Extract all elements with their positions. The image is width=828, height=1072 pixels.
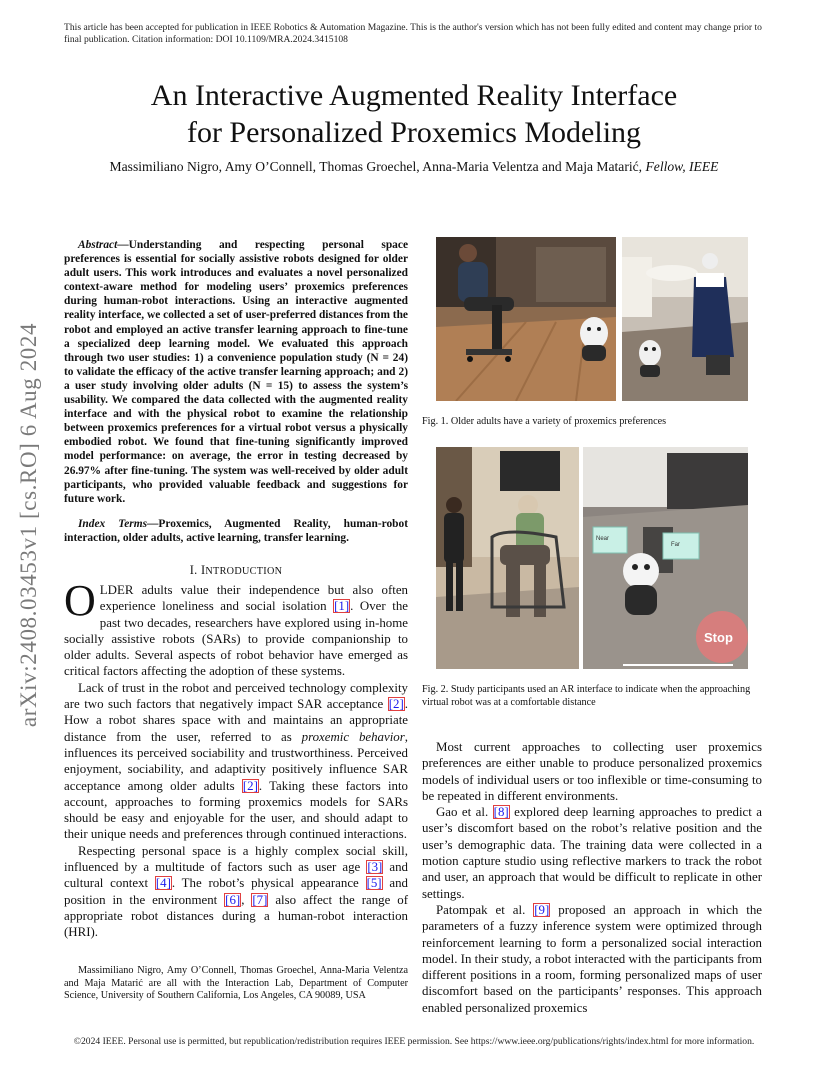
citation-link[interactable]: [7]	[252, 892, 268, 907]
abstract	[64, 238, 408, 506]
citation-link[interactable]: [6]	[225, 892, 241, 907]
introduction-body	[64, 576, 409, 941]
text-span: and position in the environment	[64, 876, 408, 907]
stop-button[interactable]: Stop	[704, 630, 733, 645]
text-span: also affect the range of appropriate robot distances during a human-robot interaction (HRI).	[64, 892, 408, 940]
right-column-body	[422, 739, 762, 1016]
citation-link[interactable]: [1]	[334, 599, 350, 614]
intro-paragraph-3	[64, 843, 408, 941]
right-paragraph-1: Most current approaches to collecting user proxemics preferences are either unable to produce personalized proxemics models of individual users or too inflexible or time-consuming to be repeated in different environments.	[422, 740, 762, 803]
section-number: I.	[189, 563, 198, 577]
index-terms	[64, 517, 408, 545]
citation-link[interactable]: [9]	[534, 902, 550, 917]
paper-title-line-1: An Interactive Augmented Reality Interface	[150, 79, 678, 112]
arxiv-stamp-text: arXiv:2408.03453v1 [cs.RO] 6 Aug 2024	[16, 322, 41, 728]
text-span: Gao et al.	[436, 805, 493, 820]
index-terms-lead: Index Terms	[78, 518, 148, 530]
publication-notice: This article has been accepted for publication in IEEE Robotics & Automation Magazine. This is the author's version which has not been fully edited and content may change prior to final publication. Citation information: DOI 10.1109/MRA.2024.3415108	[64, 22, 762, 45]
text-span: LDER adults value their independence but also often experience loneliness and social isolation	[99, 583, 408, 614]
figure-1-photo-right	[622, 237, 748, 401]
text-span: , influences its perceived sociability and trustworthiness. Perceived enjoyment, sociability, and adaptivity positively influence SAR acceptance among older adults	[64, 729, 409, 793]
right-paragraph-2	[422, 804, 762, 902]
citation-link[interactable]: [8]	[493, 805, 509, 820]
text-span: and cultural context	[64, 860, 408, 891]
copyright-footer: ©2024 IEEE. Personal use is permitted, but republication/redistribution requires IEEE permission. See https://www.ieee.org/publications/rights/index.html for more information.	[73, 1036, 755, 1047]
emphasis-text: proxemic behavior	[301, 729, 405, 744]
intro-paragraph-2	[64, 680, 408, 843]
author-affiliation-footnote: Massimiliano Nigro, Amy O’Connell, Thomas Groechel, Anna-Maria Velentza and Maja Matarić are all with the Interaction Lab, Department of Computer Science, University of Southern California, Los Angeles, CA 90089, USA	[64, 965, 408, 1002]
text-span: . How a robot shares space with and maintains an appropriate distance from the user, referred to as	[64, 697, 408, 744]
right-paragraph-3	[422, 902, 762, 1016]
citation-link[interactable]: [3]	[367, 860, 383, 875]
figure-1-photo-left-illustration	[436, 237, 616, 401]
section-initial: I	[200, 563, 206, 577]
arxiv-stamp	[14, 290, 44, 760]
ar-label-far: Far	[671, 542, 680, 548]
text-span: ,	[241, 892, 252, 907]
citation-link[interactable]: [2]	[388, 697, 404, 712]
text-span: . The robot’s physical appearance	[171, 876, 366, 891]
text-span: proposed an approach in which the parameters of a fuzzy inference system were optimized through reinforcement learning to form a personalized social interaction model. In their study, a robot interacted with the participants from different positions in a room, forming personalized maps of user discomfort based on the participants’ responses. This approach enabled personalized proxemics	[422, 902, 762, 1015]
figure-2-caption: Fig. 2. Study participants used an AR interface to indicate when the approaching virtual robot was at a comfortable distance	[422, 684, 751, 708]
section-heading	[64, 563, 408, 578]
section-name-rest: NTRODUCTION	[205, 566, 283, 577]
abstract-text: —Understanding and respecting personal space preferences is essential for socially assistive robots designed for older adult users. This work introduces and evaluates a novel personalized context-aware method for modeling users’ proxemics preferences during human-robot interactions. Using an interactive augmented reality interface, we collected a set of user-preferred distances from the robot and employed an active transfer learning approach to fine-tune a specialized deep learning model. We evaluated this approach through two user studies: 1) a convenience population study (N = 24) to validate the efficacy of the active transfer learning approach; and 2) a user study involving older adults (N = 15) to assess the system’s usability. We compared the data collected with the augmented reality interface and with the physical robot to examine the relationship between proxemics preferences for a virtual robot versus a physically embodied robot. We found that fine-tuning significantly improved model performance: on average, the error in testing decreased by 26.97% after fine-tuning. The system was well-received by older adult participants, who provided valuable feedback and suggestions for future work.	[64, 239, 408, 505]
figure-1-photo-right-illustration	[622, 237, 748, 401]
author-names: Massimiliano Nigro, Amy O’Connell, Thomas Groechel, Anna-Maria Velentza and Maja Matarić,	[109, 159, 643, 174]
ar-label-near: Near	[596, 536, 610, 542]
text-span: . Over the past two decades, researchers have explored using in-home socially assistive robots (SARs) to provide companionship to older adults. Several aspects of robot behavior have emerged as critical factors affecting the adoption of these systems.	[64, 599, 408, 679]
citation-link[interactable]: [4]	[155, 876, 171, 891]
figure-1-photo-left	[436, 237, 616, 401]
drop-cap: O	[64, 576, 96, 625]
figure-2-photo-left	[436, 447, 579, 669]
author-list	[40, 159, 788, 175]
figure-2-photo-left-illustration	[436, 447, 579, 669]
citation-link[interactable]: [5]	[366, 876, 382, 891]
figure-1-caption: Fig. 1. Older adults have a variety of proxemics preferences	[422, 416, 667, 427]
intro-paragraph-1	[64, 576, 408, 680]
text-span: Patompak et al.	[436, 902, 534, 917]
citation-link[interactable]: [2]	[242, 778, 258, 793]
index-terms-text: —Proxemics, Augmented Reality, human-robot interaction, older adults, active learning, transfer learning.	[64, 518, 408, 545]
paper-title-line-2: for Personalized Proxemics Modeling	[186, 116, 642, 149]
text-span: explored deep learning approaches to predict a user’s discomfort based on the robot’s relative position and the user’s demographic data. The training data were collected in a motion capture studio using reflective markers to track the robot and user, an approach that would be difficult to replicate in other settings.	[422, 805, 762, 901]
abstract-lead: Abstract	[78, 239, 118, 251]
text-span: . Taking these factors into account, approaches to forming proxemics models for SARs should be easy and enjoyable for the user, and should adapt to their unique needs and preferences through continued interactions.	[64, 778, 409, 842]
author-suffix: Fellow, IEEE	[645, 159, 719, 174]
text-span: Respecting personal space is a highly complex social skill, influenced by a multitude of factors such as user age	[64, 843, 408, 875]
figure-2-photo-right	[583, 447, 748, 669]
text-span: Lack of trust in the robot and perceived technology complexity are two such factors that negatively impact SAR acceptance	[64, 680, 408, 712]
